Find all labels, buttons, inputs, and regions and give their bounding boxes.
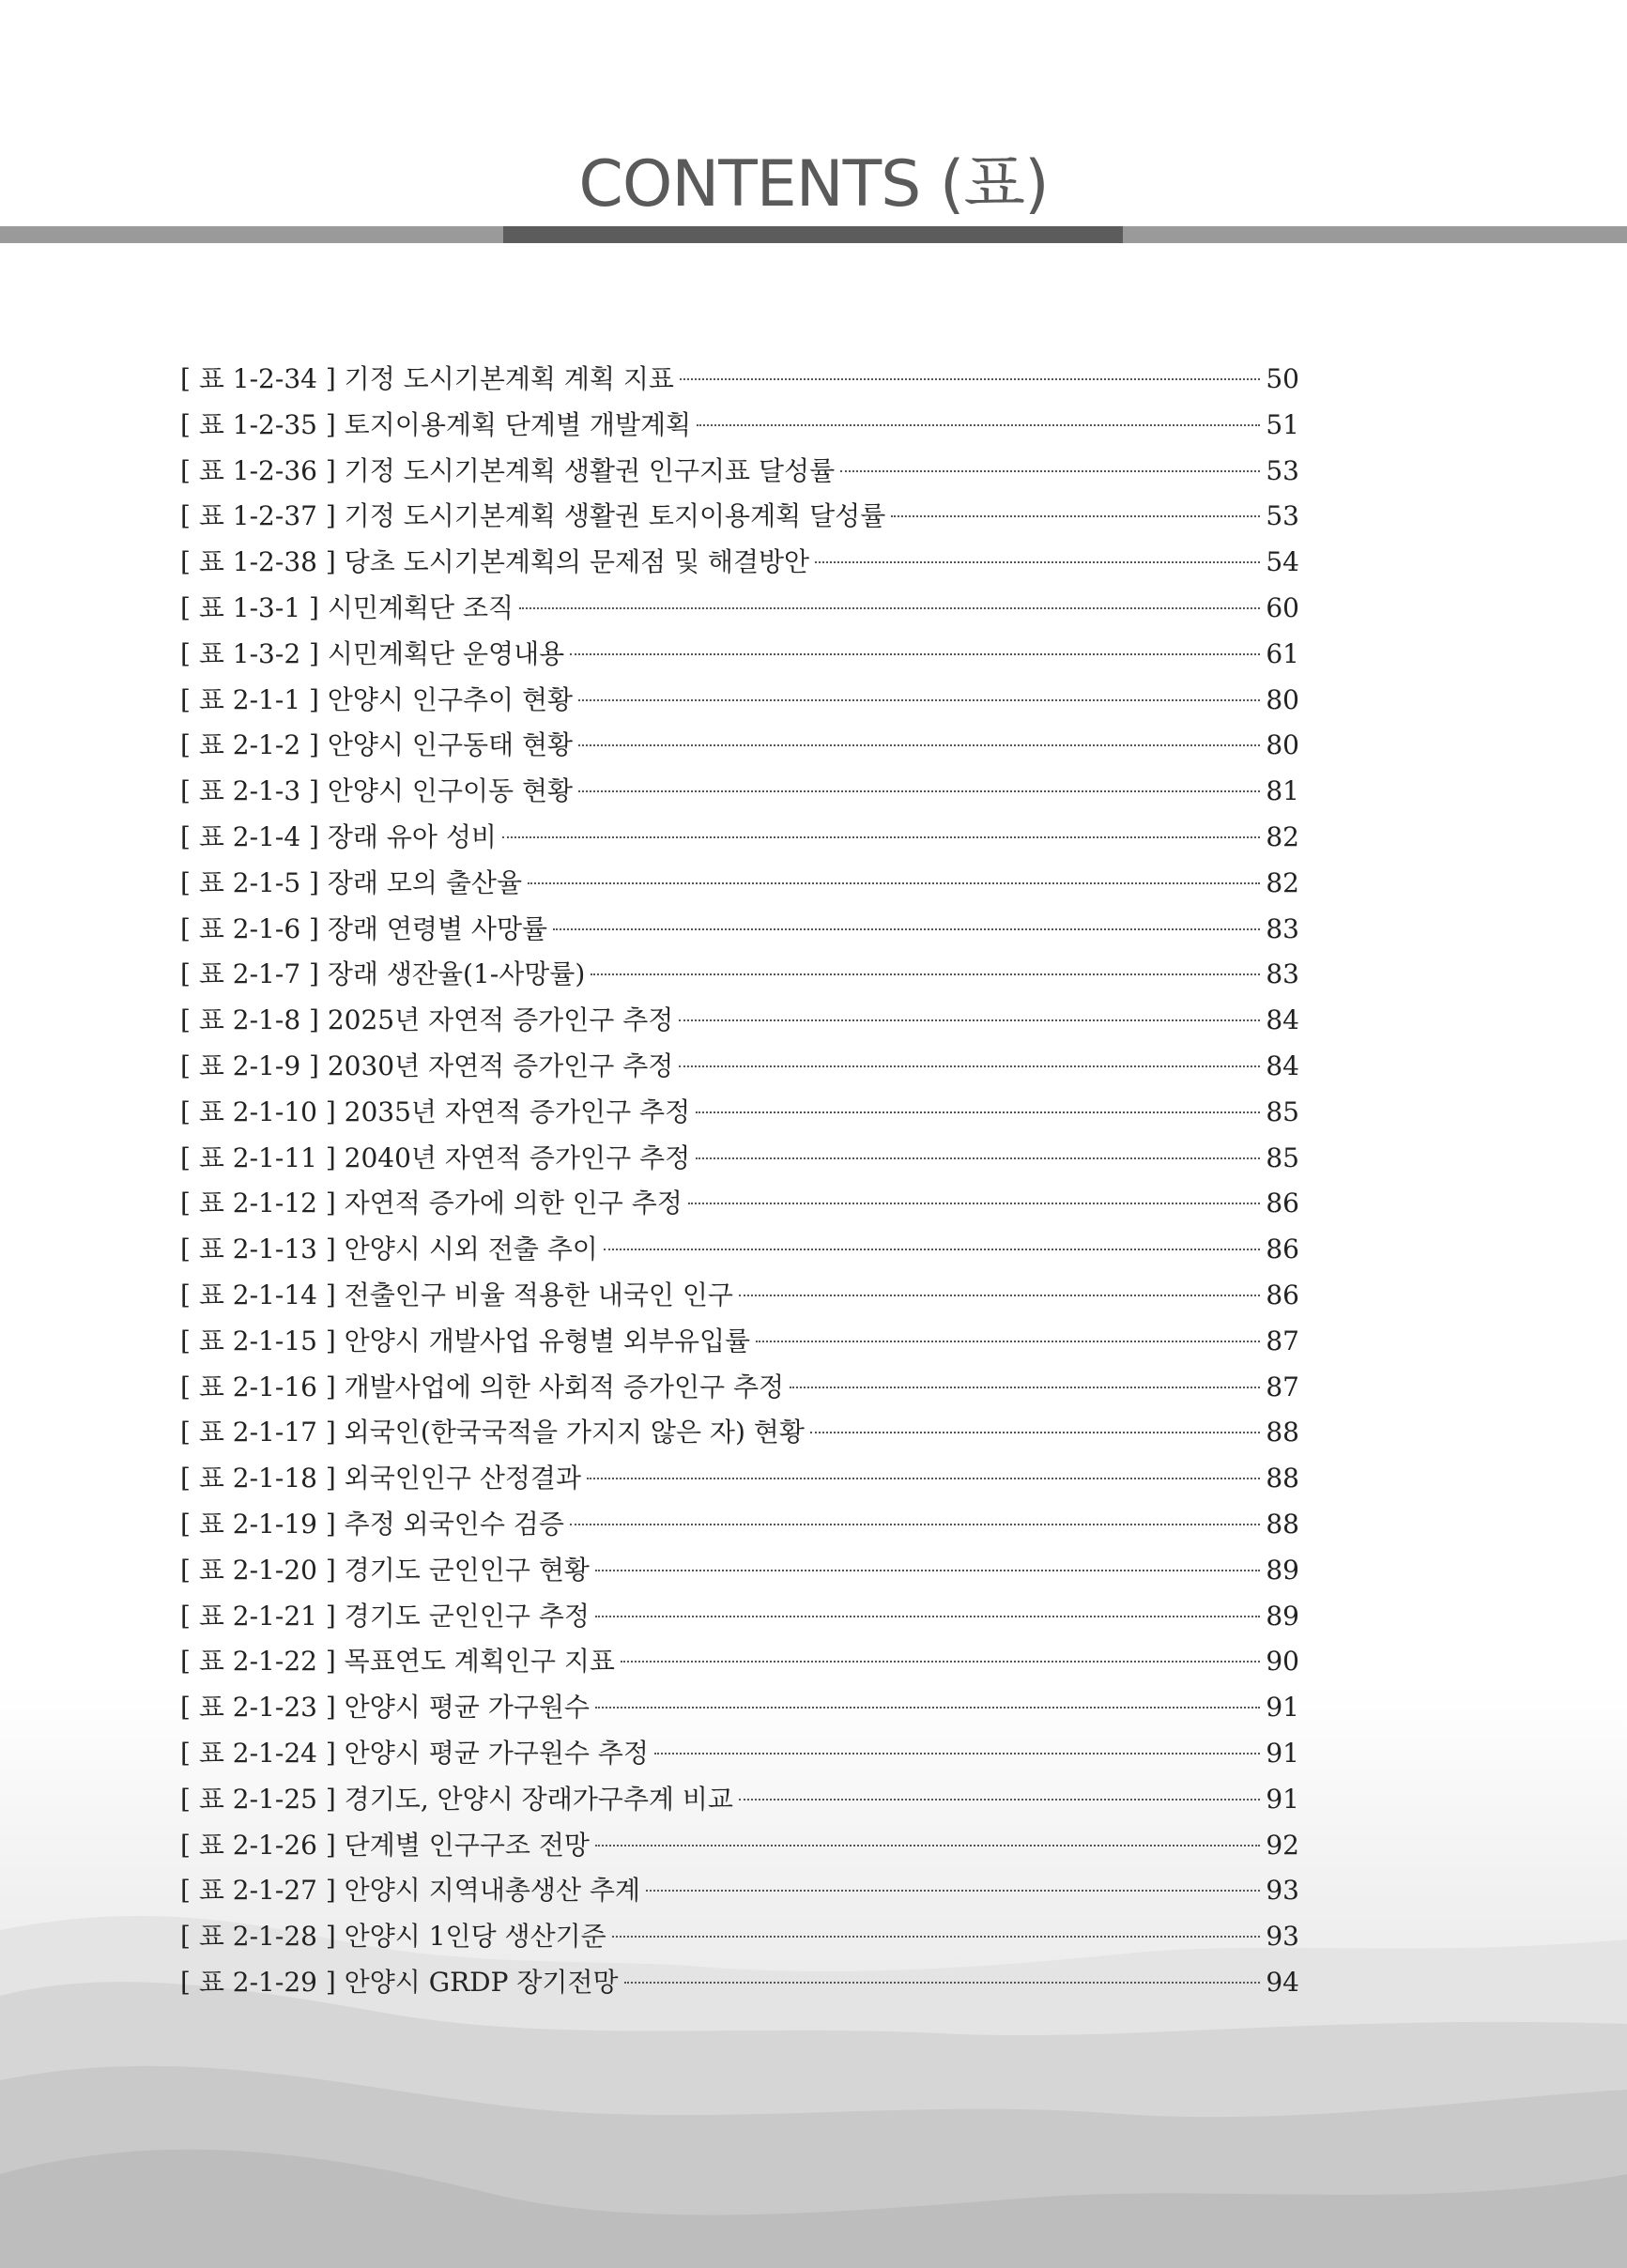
dot-leader <box>840 470 1260 472</box>
dot-leader <box>815 561 1260 563</box>
toc-entry[interactable] <box>180 586 1299 632</box>
toc-entry-title: [ 표 2-1-26 ] 단계별 인구구조 전망 <box>180 1829 590 1861</box>
dot-leader <box>688 1203 1260 1204</box>
toc-entry-title: [ 표 2-1-28 ] 안양시 1인당 생산기준 <box>180 1921 606 1953</box>
toc-entry-page-number: 88 <box>1266 1463 1299 1494</box>
toc-entry-title: [ 표 2-1-25 ] 경기도, 안양시 장래가구추계 비교 <box>180 1783 733 1815</box>
toc-entry[interactable] <box>180 1456 1299 1502</box>
toc-entry-page-number: 92 <box>1266 1829 1299 1861</box>
toc-entry-title: [ 표 2-1-8 ] 2025년 자연적 증가인구 추정 <box>180 1004 674 1036</box>
dot-leader <box>578 699 1260 701</box>
dot-leader <box>595 1707 1260 1709</box>
toc-entry-title: [ 표 2-1-1 ] 안양시 인구추이 현황 <box>180 683 574 715</box>
toc-entry[interactable] <box>180 1319 1299 1365</box>
dot-leader <box>595 1570 1260 1571</box>
dot-leader <box>790 1387 1260 1388</box>
toc-entry-page-number: 86 <box>1266 1234 1299 1265</box>
toc-entry-title: [ 표 2-1-15 ] 안양시 개발사업 유형별 외부유입률 <box>180 1325 751 1356</box>
dot-leader <box>697 424 1260 426</box>
toc-entry-title: [ 표 2-1-27 ] 안양시 지역내총생산 추계 <box>180 1875 641 1907</box>
toc-entry-page-number: 89 <box>1266 1600 1299 1632</box>
toc-entry[interactable] <box>180 1410 1299 1456</box>
toc-entry[interactable] <box>180 1914 1299 1960</box>
toc-entry[interactable] <box>180 723 1299 769</box>
dot-leader <box>519 607 1260 609</box>
dot-leader <box>595 1845 1260 1847</box>
toc-entry-title: [ 표 2-1-16 ] 개발사업에 의한 사회적 증가인구 추정 <box>180 1371 785 1402</box>
dot-leader <box>604 1249 1260 1250</box>
toc-entry-page-number: 91 <box>1266 1783 1299 1815</box>
toc-entry[interactable] <box>180 1731 1299 1777</box>
dot-leader <box>578 790 1260 792</box>
toc-entry-page-number: 94 <box>1266 1966 1299 1998</box>
toc-entry-page-number: 84 <box>1266 1004 1299 1036</box>
toc-entry[interactable] <box>180 1273 1299 1319</box>
dot-leader <box>587 1478 1260 1479</box>
dot-leader <box>528 882 1260 884</box>
toc-entry[interactable] <box>180 678 1299 724</box>
toc-entry-title: [ 표 2-1-12 ] 자연적 증가에 의한 인구 추정 <box>180 1188 683 1219</box>
dot-leader <box>810 1432 1260 1433</box>
toc-entry-title: [ 표 2-1-20 ] 경기도 군인인구 현황 <box>180 1554 590 1586</box>
toc-entry[interactable] <box>180 769 1299 815</box>
dot-leader <box>739 1295 1260 1296</box>
toc-entry-page-number: 81 <box>1266 775 1299 807</box>
toc-entry-page-number: 82 <box>1266 820 1299 852</box>
dot-leader <box>624 1982 1260 1984</box>
toc-entry-page-number: 80 <box>1266 729 1299 761</box>
toc-entry-title: [ 표 1-3-2 ] 시민계획단 운영내용 <box>180 637 565 669</box>
toc-entry-title: [ 표 2-1-18 ] 외국인인구 산정결과 <box>180 1463 582 1494</box>
toc-entry-page-number: 85 <box>1266 1096 1299 1127</box>
dot-leader <box>612 1936 1260 1938</box>
toc-entry-page-number: 93 <box>1266 1921 1299 1953</box>
toc-entry[interactable] <box>180 1044 1299 1090</box>
toc-entry[interactable] <box>180 1548 1299 1594</box>
table-of-contents <box>180 357 1299 2006</box>
toc-entry-page-number: 84 <box>1266 1050 1299 1081</box>
dot-leader <box>696 1111 1260 1113</box>
toc-entry-page-number: 83 <box>1266 958 1299 990</box>
toc-entry-page-number: 54 <box>1266 546 1299 578</box>
toc-entry-title: [ 표 1-2-36 ] 기정 도시기본계획 생활권 인구지표 달성률 <box>180 454 836 486</box>
toc-entry-page-number: 88 <box>1266 1417 1299 1448</box>
toc-entry[interactable] <box>180 632 1299 678</box>
toc-entry[interactable] <box>180 449 1299 495</box>
dot-leader <box>570 653 1260 655</box>
toc-entry[interactable] <box>180 1136 1299 1182</box>
toc-entry[interactable] <box>180 998 1299 1044</box>
dot-leader <box>570 1524 1260 1525</box>
toc-entry-title: [ 표 2-1-24 ] 안양시 평균 가구원수 추정 <box>180 1737 649 1769</box>
dot-leader <box>595 1616 1260 1617</box>
toc-entry[interactable] <box>180 1181 1299 1227</box>
toc-entry-page-number: 51 <box>1266 408 1299 440</box>
toc-entry-page-number: 82 <box>1266 866 1299 898</box>
toc-entry-page-number: 90 <box>1266 1646 1299 1678</box>
toc-entry-title: [ 표 2-1-23 ] 안양시 평균 가구원수 <box>180 1692 590 1724</box>
toc-entry-title: [ 표 1-2-35 ] 토지이용계획 단계별 개발계획 <box>180 408 692 440</box>
dot-leader <box>679 1065 1260 1067</box>
dot-leader <box>756 1341 1260 1342</box>
toc-entry[interactable] <box>180 540 1299 586</box>
toc-entry-page-number: 61 <box>1266 637 1299 669</box>
toc-entry-title: [ 표 2-1-21 ] 경기도 군인인구 추정 <box>180 1600 590 1632</box>
toc-entry-page-number: 80 <box>1266 683 1299 715</box>
toc-entry-title: [ 표 2-1-3 ] 안양시 인구이동 현황 <box>180 775 574 807</box>
page-title: CONTENTS (표) <box>578 147 1049 222</box>
toc-entry-title: [ 표 1-2-38 ] 당초 도시기본계획의 문제점 및 해결방안 <box>180 546 810 578</box>
dot-leader <box>578 744 1260 746</box>
dot-leader <box>646 1890 1260 1892</box>
toc-entry-title: [ 표 2-1-22 ] 목표연도 계획인구 지표 <box>180 1646 615 1678</box>
dot-leader <box>553 928 1260 930</box>
toc-entry-title: [ 표 2-1-2 ] 안양시 인구동태 현황 <box>180 729 574 761</box>
toc-entry-page-number: 88 <box>1266 1508 1299 1540</box>
toc-entry-title: [ 표 2-1-4 ] 장래 유아 성비 <box>180 820 497 852</box>
toc-entry-title: [ 표 2-1-6 ] 장래 연령별 사망률 <box>180 912 548 944</box>
toc-entry[interactable] <box>180 1639 1299 1685</box>
dot-leader <box>891 515 1260 517</box>
toc-entry[interactable] <box>180 357 1299 403</box>
toc-entry[interactable] <box>180 1594 1299 1640</box>
toc-entry[interactable] <box>180 1960 1299 2006</box>
toc-entry[interactable] <box>180 1868 1299 1914</box>
toc-entry-title: [ 표 1-2-34 ] 기정 도시기본계획 계획 지표 <box>180 363 674 394</box>
toc-entry[interactable] <box>180 1090 1299 1136</box>
dot-leader <box>739 1799 1260 1801</box>
toc-entry-title: [ 표 2-1-7 ] 장래 생잔율(1-사망률) <box>180 958 586 990</box>
toc-entry-title: [ 표 2-1-19 ] 추정 외국인수 검증 <box>180 1508 564 1540</box>
dot-leader <box>679 1019 1260 1021</box>
toc-entry-page-number: 53 <box>1266 500 1299 532</box>
toc-entry[interactable] <box>180 861 1299 907</box>
toc-entry-page-number: 91 <box>1266 1737 1299 1769</box>
toc-entry[interactable] <box>180 907 1299 953</box>
toc-entry-page-number: 53 <box>1266 454 1299 486</box>
toc-entry-title: [ 표 2-1-29 ] 안양시 GRDP 장기전망 <box>180 1966 619 1998</box>
toc-entry[interactable] <box>180 403 1299 449</box>
toc-entry-page-number: 87 <box>1266 1371 1299 1402</box>
toc-entry-page-number: 86 <box>1266 1188 1299 1219</box>
toc-entry-title: [ 표 2-1-9 ] 2030년 자연적 증가인구 추정 <box>180 1050 674 1081</box>
toc-entry-title: [ 표 2-1-11 ] 2040년 자연적 증가인구 추정 <box>180 1142 691 1173</box>
toc-entry-page-number: 86 <box>1266 1279 1299 1310</box>
toc-entry[interactable] <box>180 1502 1299 1548</box>
toc-entry-title: [ 표 2-1-5 ] 장래 모의 출산율 <box>180 866 523 898</box>
toc-entry-page-number: 87 <box>1266 1325 1299 1356</box>
toc-entry-title: [ 표 2-1-13 ] 안양시 시외 전출 추이 <box>180 1234 598 1265</box>
toc-entry-page-number: 85 <box>1266 1142 1299 1173</box>
toc-entry-page-number: 50 <box>1266 363 1299 394</box>
toc-entry[interactable] <box>180 1777 1299 1823</box>
dot-leader <box>621 1661 1260 1663</box>
toc-entry-page-number: 83 <box>1266 912 1299 944</box>
toc-entry[interactable] <box>180 815 1299 861</box>
dot-leader <box>680 378 1260 380</box>
toc-entry-title: [ 표 1-3-1 ] 시민계획단 조직 <box>180 591 514 623</box>
toc-entry[interactable] <box>180 494 1299 540</box>
toc-entry[interactable] <box>180 1227 1299 1273</box>
dot-leader <box>654 1753 1260 1755</box>
dot-leader <box>502 836 1260 838</box>
toc-entry-page-number: 60 <box>1266 591 1299 623</box>
dot-leader <box>696 1157 1260 1159</box>
header-rule-accent <box>503 226 1123 243</box>
toc-entry[interactable] <box>180 1823 1299 1869</box>
toc-entry-title: [ 표 2-1-10 ] 2035년 자연적 증가인구 추정 <box>180 1096 691 1127</box>
toc-entry-page-number: 89 <box>1266 1554 1299 1586</box>
toc-entry-title: [ 표 1-2-37 ] 기정 도시기본계획 생활권 토지이용계획 달성률 <box>180 500 886 532</box>
toc-entry-page-number: 93 <box>1266 1875 1299 1907</box>
toc-entry-title: [ 표 2-1-14 ] 전출인구 비율 적용한 내국인 인구 <box>180 1279 733 1310</box>
toc-entry[interactable] <box>180 952 1299 998</box>
toc-entry-title: [ 표 2-1-17 ] 외국인(한국국적을 가지지 않은 자) 현황 <box>180 1417 805 1448</box>
dot-leader <box>591 973 1260 975</box>
toc-entry-page-number: 91 <box>1266 1692 1299 1724</box>
toc-entry[interactable] <box>180 1365 1299 1411</box>
toc-entry[interactable] <box>180 1685 1299 1731</box>
